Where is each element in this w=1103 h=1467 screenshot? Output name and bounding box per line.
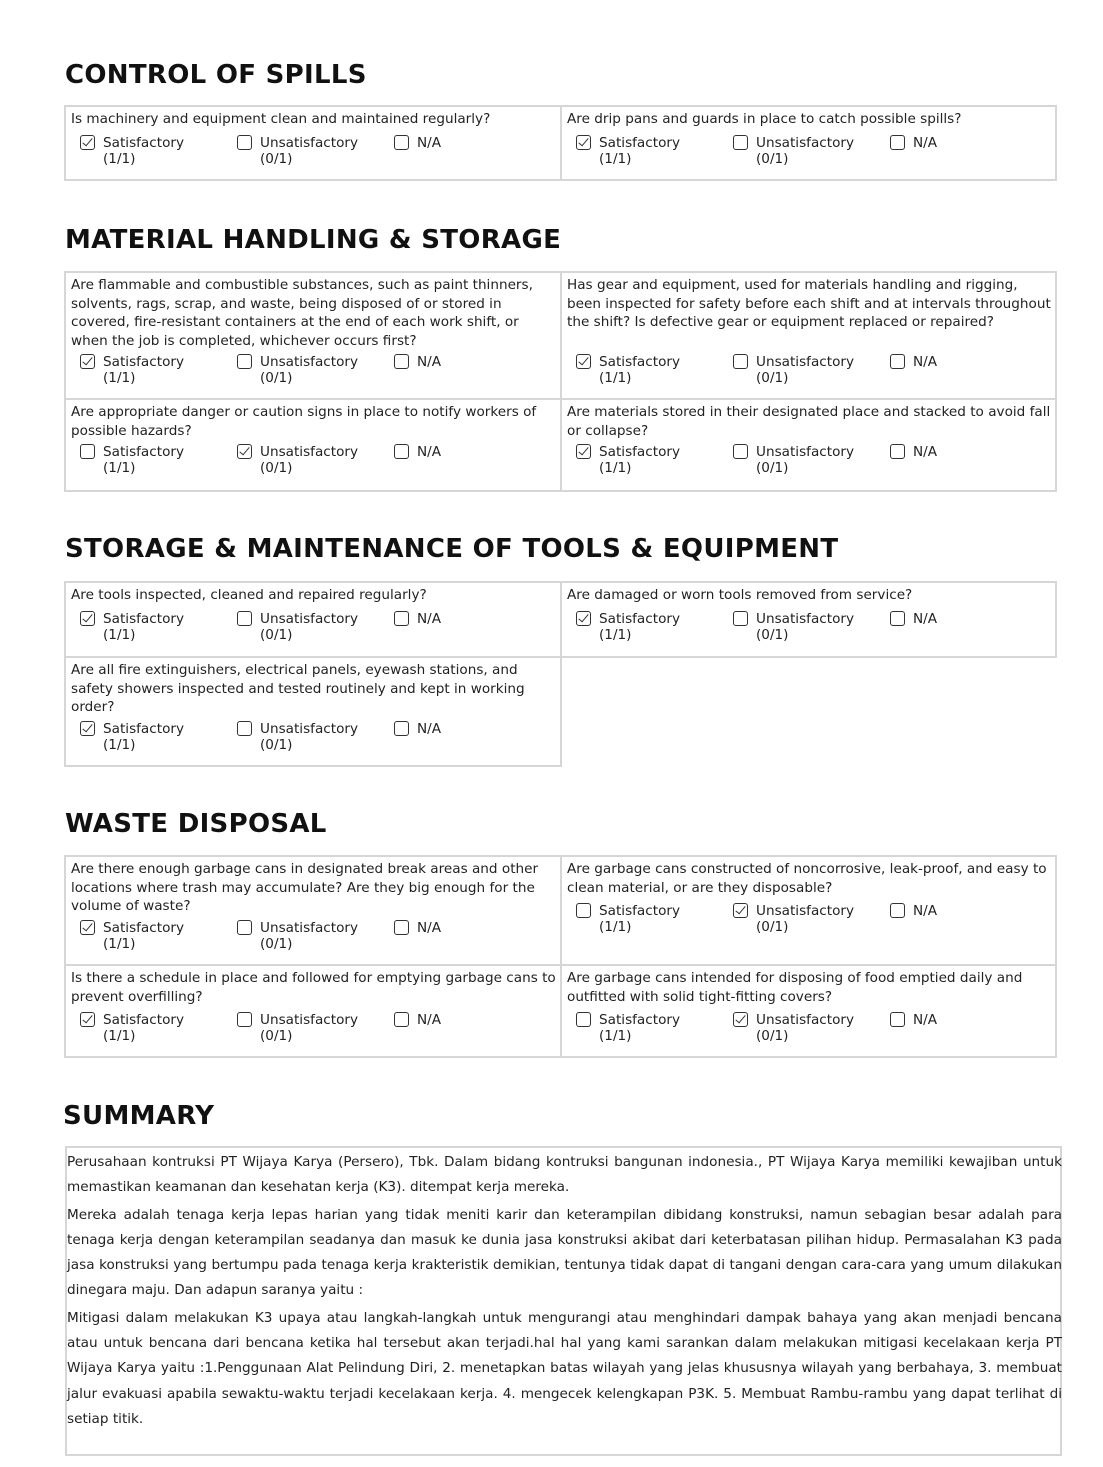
option-score: (0/1) (756, 460, 789, 476)
question-cell (64, 398, 562, 492)
question-cell (560, 581, 1057, 658)
option-label: Satisfactory (103, 444, 185, 460)
question-text: Has gear and equipment, used for materials handling and rigging, been inspected for safety before each shift and at intervals throughout the shift? Is defective gear or equipment replaced or repaired? (567, 277, 1051, 330)
option-unsatisfactory[interactable] (731, 354, 881, 388)
option-unsatisfactory[interactable] (731, 135, 881, 169)
option-unsatisfactory[interactable] (731, 611, 881, 645)
option-label: Satisfactory (103, 920, 185, 936)
option-score: (1/1) (103, 151, 136, 167)
section-title: MATERIAL HANDLING & STORAGE (65, 225, 562, 255)
option-label: Unsatisfactory (756, 611, 855, 627)
option-n-a[interactable] (888, 444, 1038, 478)
option-label: Unsatisfactory (260, 721, 359, 737)
section-grid (64, 271, 1057, 492)
option-unsatisfactory[interactable] (235, 611, 385, 645)
option-satisfactory[interactable] (574, 611, 724, 645)
checkbox[interactable] (237, 1012, 252, 1027)
option-unsatisfactory[interactable] (731, 444, 881, 478)
option-n-a[interactable] (392, 444, 542, 478)
option-score: (0/1) (260, 1028, 293, 1044)
question-cell (560, 105, 1057, 181)
option-label: N/A (417, 444, 442, 460)
checkbox[interactable] (733, 354, 748, 369)
question-cell (560, 964, 1057, 1058)
option-group (574, 135, 1044, 169)
option-satisfactory[interactable] (78, 721, 228, 755)
option-label: N/A (913, 444, 938, 460)
option-score: (0/1) (260, 370, 293, 386)
option-unsatisfactory[interactable] (731, 1012, 881, 1046)
option-unsatisfactory[interactable] (235, 354, 385, 388)
section-title: CONTROL OF SPILLS (65, 60, 367, 90)
question-text: Is machinery and equipment clean and maintained regularly? (71, 111, 491, 127)
option-label: N/A (417, 135, 442, 151)
option-unsatisfactory[interactable] (235, 920, 385, 954)
summary-paragraph: Perusahaan kontruksi PT Wijaya Karya (Persero), Tbk. Dalam bidang kontruksi bangunan indonesia., PT Wijaya Karya memiliki kewajiban untuk memastikan keamanan dan kesehatan kerja (K3). ditempat kerja mereka. (67, 1154, 1062, 1196)
question-cell (560, 398, 1057, 492)
option-label: Unsatisfactory (260, 1012, 359, 1028)
option-score: (1/1) (599, 460, 632, 476)
checkbox[interactable] (394, 721, 409, 736)
option-score: (0/1) (260, 460, 293, 476)
option-group (78, 135, 548, 169)
checkbox[interactable] (576, 903, 591, 918)
option-group (574, 611, 1044, 645)
option-group (574, 354, 1044, 388)
option-n-a[interactable] (392, 1012, 542, 1046)
option-label: N/A (417, 1012, 442, 1028)
checkbox[interactable] (576, 1012, 591, 1027)
checkbox[interactable] (80, 135, 95, 150)
option-score: (0/1) (756, 151, 789, 167)
option-score: (1/1) (599, 151, 632, 167)
checkbox[interactable] (890, 354, 905, 369)
option-satisfactory[interactable] (78, 135, 228, 169)
option-satisfactory[interactable] (78, 611, 228, 645)
checkbox[interactable] (237, 721, 252, 736)
option-n-a[interactable] (392, 354, 542, 388)
option-label: N/A (417, 611, 442, 627)
option-score: (1/1) (599, 919, 632, 935)
summary-paragraph: Mereka adalah tenaga kerja lepas harian yang tidak meniti karir dan keterampilan dibidang konstruksi, namun sebagian besar adalah para tenaga kerja dengan keterampilan seadanya dan masuk ke dunia jasa konstruksi akibat dari keterbatasan pilihan hidup. Permasalahan K3 pada jasa konstruksi yang bertumpu pada tenaga kerja krakteristik demikian, tentunya tidak dapat di tangani dengan cara-cara yang umum dilakukan dinegara maju. Dan adapun saranya yaitu : (67, 1206, 1062, 1299)
option-n-a[interactable] (392, 920, 542, 954)
option-label: Satisfactory (103, 721, 185, 737)
checkbox[interactable] (733, 1012, 748, 1027)
option-label: Unsatisfactory (260, 135, 359, 151)
option-score: (1/1) (599, 1028, 632, 1044)
option-label: N/A (913, 354, 938, 370)
option-satisfactory[interactable] (574, 354, 724, 388)
section-grid (64, 855, 1057, 1058)
option-label: Unsatisfactory (756, 444, 855, 460)
option-n-a[interactable] (888, 903, 1038, 937)
option-score: (0/1) (756, 919, 789, 935)
option-satisfactory[interactable] (78, 920, 228, 954)
option-label: Satisfactory (103, 611, 185, 627)
option-group (78, 354, 548, 388)
option-score: (1/1) (103, 370, 136, 386)
option-unsatisfactory[interactable] (235, 444, 385, 478)
option-group (78, 1012, 548, 1046)
checkbox[interactable] (394, 444, 409, 459)
checkbox[interactable] (733, 903, 748, 918)
option-label: Unsatisfactory (756, 135, 855, 151)
checkbox[interactable] (394, 920, 409, 935)
checkbox[interactable] (80, 920, 95, 935)
option-satisfactory[interactable] (574, 444, 724, 478)
option-label: Unsatisfactory (260, 444, 359, 460)
summary-title: SUMMARY (63, 1101, 215, 1131)
option-label: N/A (417, 721, 442, 737)
question-cell (64, 105, 562, 181)
option-satisfactory[interactable] (78, 1012, 228, 1046)
option-group (574, 903, 1044, 937)
question-text: Are garbage cans intended for disposing of food emptied daily and outfitted with solid tight-fitting covers? (567, 970, 1023, 1005)
question-text: Are there enough garbage cans in designated break areas and other locations where trash may accumulate? Are they big enough for the volume of waste? (71, 861, 539, 914)
checkbox[interactable] (237, 611, 252, 626)
option-label: N/A (913, 611, 938, 627)
option-label: Satisfactory (599, 135, 681, 151)
option-label: Unsatisfactory (260, 920, 359, 936)
section-title: STORAGE & MAINTENANCE OF TOOLS & EQUIPMENT (65, 534, 839, 564)
checkbox[interactable] (80, 1012, 95, 1027)
summary-text (67, 1150, 1062, 1434)
question-cell (64, 581, 562, 658)
option-score: (0/1) (756, 1028, 789, 1044)
checkbox[interactable] (237, 920, 252, 935)
section-grid (64, 105, 1057, 181)
option-score: (1/1) (599, 627, 632, 643)
checkbox[interactable] (394, 1012, 409, 1027)
checkbox[interactable] (576, 354, 591, 369)
option-group (78, 611, 548, 645)
option-label: Unsatisfactory (756, 354, 855, 370)
checkbox[interactable] (237, 135, 252, 150)
question-text: Are appropriate danger or caution signs in place to notify workers of possible hazards? (71, 404, 537, 439)
checkbox[interactable] (80, 611, 95, 626)
option-score: (0/1) (756, 627, 789, 643)
option-label: Satisfactory (599, 444, 681, 460)
checkbox[interactable] (394, 611, 409, 626)
option-label: Satisfactory (103, 135, 185, 151)
question-text: Are garbage cans constructed of noncorrosive, leak-proof, and easy to clean material, or are they disposable? (567, 861, 1047, 896)
option-label: N/A (417, 354, 442, 370)
question-text: Are materials stored in their designated place and stacked to avoid fall or collapse? (567, 404, 1051, 439)
option-group (78, 721, 548, 755)
checkbox[interactable] (394, 135, 409, 150)
checkbox[interactable] (394, 354, 409, 369)
question-text: Are drip pans and guards in place to catch possible spills? (567, 111, 962, 127)
option-label: Unsatisfactory (756, 903, 855, 919)
question-text: Are damaged or worn tools removed from service? (567, 587, 913, 603)
option-label: Satisfactory (103, 1012, 185, 1028)
checkbox[interactable] (733, 611, 748, 626)
option-satisfactory[interactable] (78, 444, 228, 478)
checkbox[interactable] (80, 721, 95, 736)
option-n-a[interactable] (392, 135, 542, 169)
option-score: (1/1) (103, 460, 136, 476)
option-score: (1/1) (103, 737, 136, 753)
option-satisfactory[interactable] (574, 135, 724, 169)
option-label: N/A (913, 1012, 938, 1028)
option-label: Unsatisfactory (260, 611, 359, 627)
option-satisfactory[interactable] (574, 1012, 724, 1046)
option-label: Satisfactory (599, 903, 681, 919)
option-n-a[interactable] (392, 611, 542, 645)
option-score: (1/1) (103, 627, 136, 643)
option-label: Satisfactory (103, 354, 185, 370)
question-cell (64, 271, 562, 400)
option-satisfactory[interactable] (78, 354, 228, 388)
option-group (574, 444, 1044, 478)
question-cell (64, 855, 562, 966)
checkbox[interactable] (80, 444, 95, 459)
checkbox[interactable] (890, 135, 905, 150)
question-text: Is there a schedule in place and followed for emptying garbage cans to prevent overfilling? (71, 970, 556, 1005)
question-text: Are tools inspected, cleaned and repaired regularly? (71, 587, 427, 603)
option-label: Satisfactory (599, 611, 681, 627)
option-score: (1/1) (103, 1028, 136, 1044)
checkbox[interactable] (890, 611, 905, 626)
section-grid (64, 581, 1057, 767)
option-score: (0/1) (756, 370, 789, 386)
option-score: (1/1) (599, 370, 632, 386)
checkbox[interactable] (576, 611, 591, 626)
summary-box (65, 1146, 1062, 1456)
option-n-a[interactable] (888, 135, 1038, 169)
question-cell (560, 271, 1057, 400)
option-unsatisfactory[interactable] (235, 1012, 385, 1046)
option-n-a[interactable] (888, 354, 1038, 388)
question-text: Are all fire extinguishers, electrical panels, eyewash stations, and safety showers inspected and tested routinely and kept in working order? (71, 662, 525, 715)
option-unsatisfactory[interactable] (235, 135, 385, 169)
checkbox[interactable] (80, 354, 95, 369)
option-score: (0/1) (260, 737, 293, 753)
option-n-a[interactable] (392, 721, 542, 755)
option-label: N/A (913, 903, 938, 919)
option-score: (0/1) (260, 151, 293, 167)
option-n-a[interactable] (888, 611, 1038, 645)
option-label: Unsatisfactory (756, 1012, 855, 1028)
checkbox[interactable] (237, 354, 252, 369)
option-group (574, 1012, 1044, 1046)
option-score: (1/1) (103, 936, 136, 952)
option-score: (0/1) (260, 936, 293, 952)
option-label: Unsatisfactory (260, 354, 359, 370)
option-group (78, 444, 548, 478)
option-score: (0/1) (260, 627, 293, 643)
summary-paragraph: Mitigasi dalam melakukan K3 upaya atau langkah-langkah untuk mengurangi atau menghindari dampak bahaya yang akan menjadi bencana atau untuk bencana dari bencana ketika hal tersebut akan terjadi.hal hal yang kami sarankan dalam melakukan mitigasi kecelakaan kerja PT Wijaya Karya yaitu :1.Penggunaan Alat Pelindung Diri, 2. menetapkan batas wilayah yang jelas khususnya wilayah yang berbahaya, 3. membuat jalur evakuasi apabila sewaktu-waktu terjadi kecelakaan kerja. 4. mengecek kelengkapan P3K. 5. Membuat Rambu-rambu yang dapat terlihat di setiap titik. (67, 1309, 1062, 1427)
option-label: Satisfactory (599, 1012, 681, 1028)
option-label: Satisfactory (599, 354, 681, 370)
question-text: Are flammable and combustible substances, such as paint thinners, solvents, rags, scrap, and waste, being disposed of or stored in covered, fire-resistant containers at the end of each work shift, or when the job is completed, whichever occurs first? (71, 277, 533, 349)
checkbox[interactable] (733, 444, 748, 459)
checkbox[interactable] (890, 903, 905, 918)
option-unsatisfactory[interactable] (235, 721, 385, 755)
checkbox[interactable] (576, 444, 591, 459)
checkbox[interactable] (576, 135, 591, 150)
question-cell (64, 964, 562, 1058)
section-title: WASTE DISPOSAL (65, 809, 327, 839)
option-n-a[interactable] (888, 1012, 1038, 1046)
checkbox[interactable] (890, 1012, 905, 1027)
option-satisfactory[interactable] (574, 903, 724, 937)
option-label: N/A (913, 135, 938, 151)
option-group (78, 920, 548, 954)
question-cell (64, 656, 562, 767)
option-label: N/A (417, 920, 442, 936)
checkbox[interactable] (237, 444, 252, 459)
question-cell (560, 855, 1057, 966)
checkbox[interactable] (733, 135, 748, 150)
checkbox[interactable] (890, 444, 905, 459)
option-unsatisfactory[interactable] (731, 903, 881, 937)
